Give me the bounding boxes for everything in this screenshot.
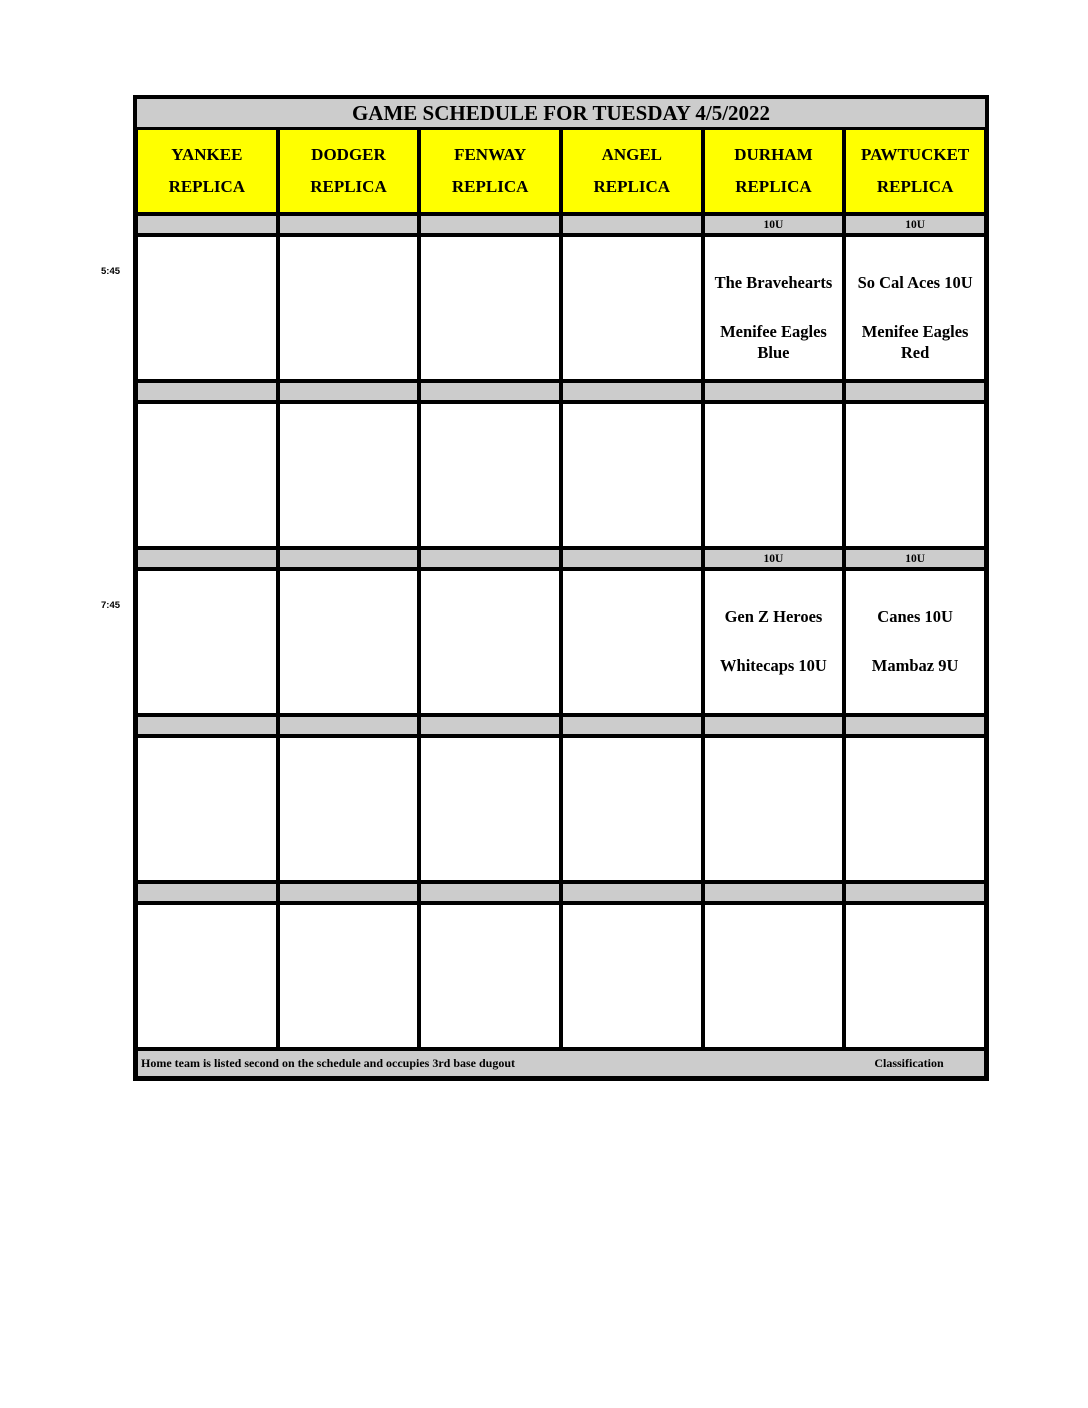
field-header-durham (703, 128, 845, 214)
field-type: REPLICA (593, 177, 671, 196)
home-team: Whitecaps 10U (720, 656, 827, 675)
classification-cell: 10U (844, 548, 986, 569)
game-row (136, 402, 986, 548)
away-team: The Bravehearts (714, 272, 833, 292)
classification-cell: 10U (844, 214, 986, 235)
home-team-note: Home team is listed second on the schedule and occupies 3rd base dugout (141, 1056, 516, 1070)
game-cell (561, 235, 703, 381)
field-name: DODGER (311, 145, 386, 164)
away-team: So Cal Aces 10U (857, 272, 973, 292)
field-name: YANKEE (171, 145, 243, 164)
field-name: FENWAY (454, 145, 527, 164)
classification-cell (561, 548, 703, 569)
classification-legend: Classification (874, 1056, 944, 1070)
game-cell (136, 569, 278, 715)
game-cell (278, 569, 420, 715)
field-type: REPLICA (451, 177, 529, 196)
game-cell (419, 235, 561, 381)
game-cell (136, 736, 278, 882)
classification-cell (703, 715, 845, 736)
classification-cell (419, 381, 561, 402)
footer-row (136, 1049, 986, 1078)
game-cell (561, 402, 703, 548)
game-cell (703, 903, 845, 1049)
classification-cell (136, 548, 278, 569)
classification-cell (844, 882, 986, 903)
game-cell (419, 402, 561, 548)
classification-cell (278, 882, 420, 903)
home-team: Menifee Eagles Blue (720, 322, 827, 362)
classification-band (136, 214, 986, 235)
game-cell (844, 235, 986, 381)
game-cell (278, 903, 420, 1049)
game-cell (278, 235, 420, 381)
game-cell (136, 402, 278, 548)
game-cell (844, 736, 986, 882)
footer-bar (136, 1049, 986, 1078)
away-team: Gen Z Heroes (724, 606, 823, 626)
game-row (136, 235, 986, 381)
game-cell (278, 402, 420, 548)
classification-band (136, 548, 986, 569)
classification-cell (278, 548, 420, 569)
classification-band (136, 715, 986, 736)
game-cell (844, 569, 986, 715)
field-name: DURHAM (734, 145, 813, 164)
game-cell (844, 903, 986, 1049)
game-cell (278, 736, 420, 882)
classification-cell (136, 882, 278, 903)
classification-band (136, 882, 986, 903)
classification-cell (561, 882, 703, 903)
classification-cell (703, 381, 845, 402)
game-cell (844, 402, 986, 548)
classification-cell (136, 214, 278, 235)
field-name: PAWTUCKET (860, 145, 970, 164)
classification-cell: 10U (703, 548, 845, 569)
game-cell (561, 736, 703, 882)
classification-band (136, 381, 986, 402)
game-cell (136, 903, 278, 1049)
field-header-dodger (278, 128, 420, 214)
field-type: REPLICA (876, 177, 954, 196)
game-cell (703, 736, 845, 882)
schedule-title: GAME SCHEDULE FOR TUESDAY 4/5/2022 (136, 98, 986, 128)
home-team: Mambaz 9U (871, 656, 959, 675)
field-header-yankee (136, 128, 278, 214)
home-team: Menifee Eagles Red (861, 322, 969, 362)
field-name: ANGEL (601, 145, 663, 164)
game-cell (561, 569, 703, 715)
classification-cell (419, 214, 561, 235)
field-type: REPLICA (168, 177, 246, 196)
classification-cell (136, 715, 278, 736)
field-header-fenway (419, 128, 561, 214)
classification-cell (419, 548, 561, 569)
classification-cell (419, 715, 561, 736)
slot-time-label: 7:45 (101, 600, 121, 611)
game-cell (419, 736, 561, 882)
classification-cell (703, 882, 845, 903)
classification-cell: 10U (703, 214, 845, 235)
classification-cell (561, 214, 703, 235)
field-type: REPLICA (735, 177, 812, 196)
game-cell (419, 569, 561, 715)
schedule-table (133, 95, 989, 1081)
game-cell (703, 235, 845, 381)
game-cell (419, 903, 561, 1049)
classification-cell (278, 715, 420, 736)
game-cell (703, 402, 845, 548)
classification-cell (561, 381, 703, 402)
field-header-pawtucket (844, 128, 986, 214)
field-type: REPLICA (310, 177, 387, 196)
game-row (136, 903, 986, 1049)
field-header-angel (561, 128, 703, 214)
game-cell (136, 235, 278, 381)
classification-cell (278, 214, 420, 235)
slot-time-label: 5:45 (101, 266, 121, 277)
field-header-row (136, 128, 986, 214)
game-cell (561, 903, 703, 1049)
classification-cell (136, 381, 278, 402)
away-team: Canes 10U (877, 606, 953, 626)
classification-cell (278, 381, 420, 402)
title-row (136, 98, 986, 128)
classification-cell (844, 715, 986, 736)
game-row (136, 569, 986, 715)
classification-cell (419, 882, 561, 903)
classification-cell (844, 381, 986, 402)
game-cell (703, 569, 845, 715)
classification-cell (561, 715, 703, 736)
game-row (136, 736, 986, 882)
